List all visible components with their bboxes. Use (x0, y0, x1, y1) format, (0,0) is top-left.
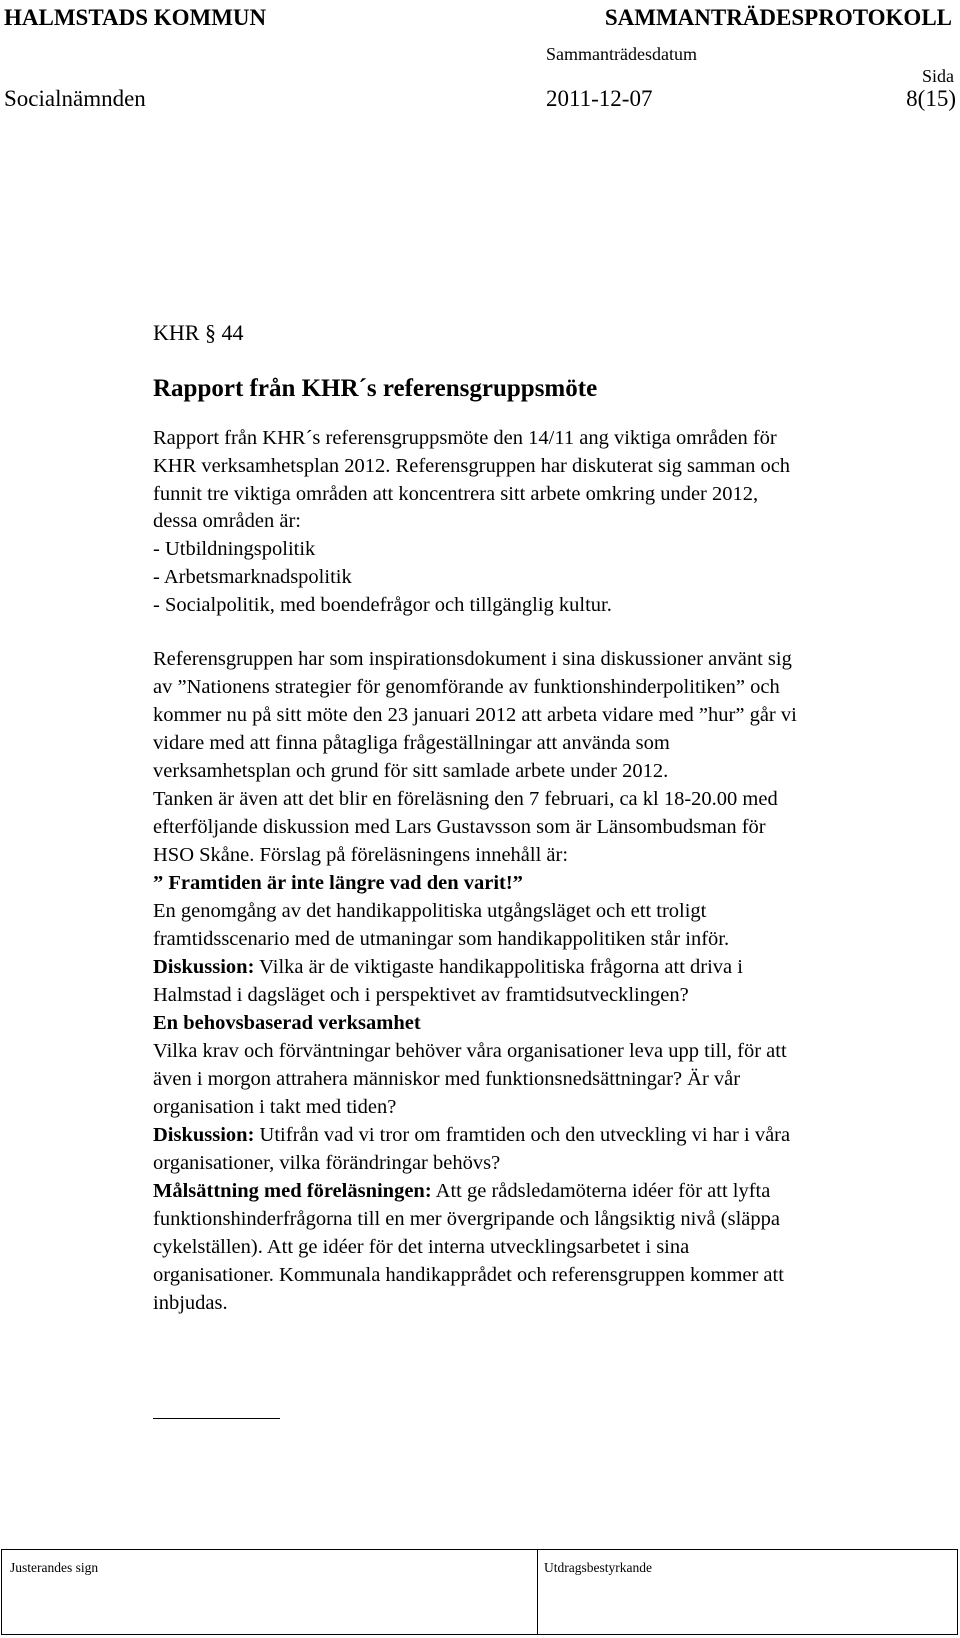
line-text: - Arbetsmarknadspolitik (153, 566, 352, 588)
footer-signature-box (1, 1549, 958, 1635)
line-text: även i morgon attrahera människor med funktionsnedsättningar? Är vår (153, 1068, 741, 1090)
text-line (153, 732, 670, 755)
section-title: Rapport från KHR´s referensgruppsmöte (153, 375, 598, 402)
committee-name: Socialnämnden (4, 86, 146, 111)
section-number: KHR § 44 (153, 320, 244, 345)
line-text: funktionshinderfrågorna till en mer övergripande och långsiktig nivå (släppa (153, 1208, 780, 1230)
line-text: Utifrån vad vi tror om framtiden och den utveckling vi har i våra (254, 1124, 791, 1146)
text-line (153, 1180, 770, 1203)
text-line (153, 1208, 780, 1231)
line-text: - Utbildningspolitik (153, 538, 316, 560)
line-text: framtidsscenario med de utmaningar som handikappolitiken står inför. (153, 928, 730, 950)
text-line (153, 648, 792, 671)
text-line (153, 1236, 689, 1259)
text-line (153, 538, 315, 561)
text-line (153, 956, 743, 979)
bold-text: En behovsbaserad verksamhet (153, 1012, 421, 1034)
footer-divider (537, 1550, 538, 1634)
line-text: En genomgång av det handikappolitiska utgångsläget och ett troligt (153, 900, 707, 922)
page-number: 8(15) (906, 86, 956, 111)
bold-text: Diskussion: (153, 1124, 255, 1146)
meeting-date-label: Sammanträdesdatum (546, 44, 697, 64)
line-text: Vilka krav och förväntningar behöver våra organisationer leva upp till, för att (153, 1040, 787, 1062)
line-text: Vilka är de viktigaste handikappolitiska frågorna att driva i (254, 956, 743, 978)
line-text: HSO Skåne. Förslag på föreläsningens innehåll är: (153, 844, 569, 866)
text-line (153, 760, 668, 783)
line-text: Referensgruppen har som inspirationsdokument i sina diskussioner använt sig (153, 648, 792, 670)
text-line (153, 427, 777, 450)
text-line (153, 1264, 784, 1287)
line-text: Tanken är även att det blir en föreläsning den 7 februari, ca kl 18-20.00 med (153, 788, 778, 810)
text-line (153, 1124, 790, 1147)
line-text: - Socialpolitik, med boendefrågor och tillgänglig kultur. (153, 594, 612, 616)
footer-justerandes-sign-label: Justerandes sign (10, 1560, 99, 1575)
line-text: Att ge rådsledamöterna idéer för att lyfta (431, 1180, 771, 1202)
line-text: av ”Nationens strategier för genomförande av funktionshinderpolitiken” och (153, 676, 780, 698)
line-text: dessa områden är: (153, 510, 301, 532)
text-line (153, 1068, 740, 1091)
line-text: funnit tre viktiga områden att koncentrera sitt arbete omkring under 2012, (153, 483, 759, 505)
signature-rule (153, 1418, 280, 1419)
line-text: kommer nu på sitt möte den 23 januari 2012 att arbeta vidare med ”hur” går vi (153, 704, 797, 726)
line-text: KHR verksamhetsplan 2012. Referensgruppen har diskuterat sig samman och (153, 455, 791, 477)
organization-name: HALMSTADS KOMMUN (4, 5, 267, 30)
line-text: inbjudas. (153, 1292, 228, 1314)
text-line (153, 1012, 421, 1035)
text-line (153, 676, 780, 699)
meeting-date: 2011-12-07 (546, 86, 653, 111)
text-line (153, 566, 352, 589)
text-line (153, 1040, 787, 1063)
page-label: Sida (921, 66, 954, 86)
text-line (153, 455, 790, 478)
text-line (153, 594, 612, 617)
bold-text: ” Framtiden är inte längre vad den varit!” (153, 872, 523, 894)
footer-utdragsbestyrkande-label: Utdragsbestyrkande (544, 1560, 652, 1575)
text-line (153, 816, 766, 839)
text-line (153, 704, 797, 727)
line-text: verksamhetsplan och grund för sitt samlade arbete under 2012. (153, 760, 669, 782)
text-line (153, 483, 758, 506)
bold-text: Diskussion: (153, 956, 255, 978)
line-text: vidare med att finna påtagliga frågeställningar att använda som (153, 732, 670, 754)
text-line (153, 844, 568, 867)
text-line (153, 1292, 228, 1315)
line-text: cykelställen). Att ge idéer för det interna utvecklingsarbetet i sina (153, 1236, 690, 1258)
text-line (153, 984, 689, 1007)
line-text: organisationer. Kommunala handikapprådet och referensgruppen kommer att (153, 1264, 784, 1286)
text-line (153, 1152, 500, 1175)
bold-text: Målsättning med föreläsningen: (153, 1180, 432, 1202)
text-line (153, 788, 778, 811)
line-text: organisation i takt med tiden? (153, 1096, 397, 1118)
text-line (153, 872, 523, 895)
line-text: efterföljande diskussion med Lars Gustavsson som är Länsombudsman för (153, 816, 766, 838)
text-line (153, 1096, 396, 1119)
text-line (153, 900, 706, 923)
line-text: Halmstad i dagsläget och i perspektivet av framtidsutvecklingen? (153, 984, 689, 1006)
text-line (153, 510, 301, 533)
line-text: organisationer, vilka förändringar behövs? (153, 1152, 501, 1174)
line-text: Rapport från KHR´s referensgruppsmöte den 14/11 ang viktiga områden för (153, 427, 777, 449)
text-line (153, 928, 729, 951)
document-type: SAMMANTRÄDESPROTOKOLL (604, 5, 952, 30)
